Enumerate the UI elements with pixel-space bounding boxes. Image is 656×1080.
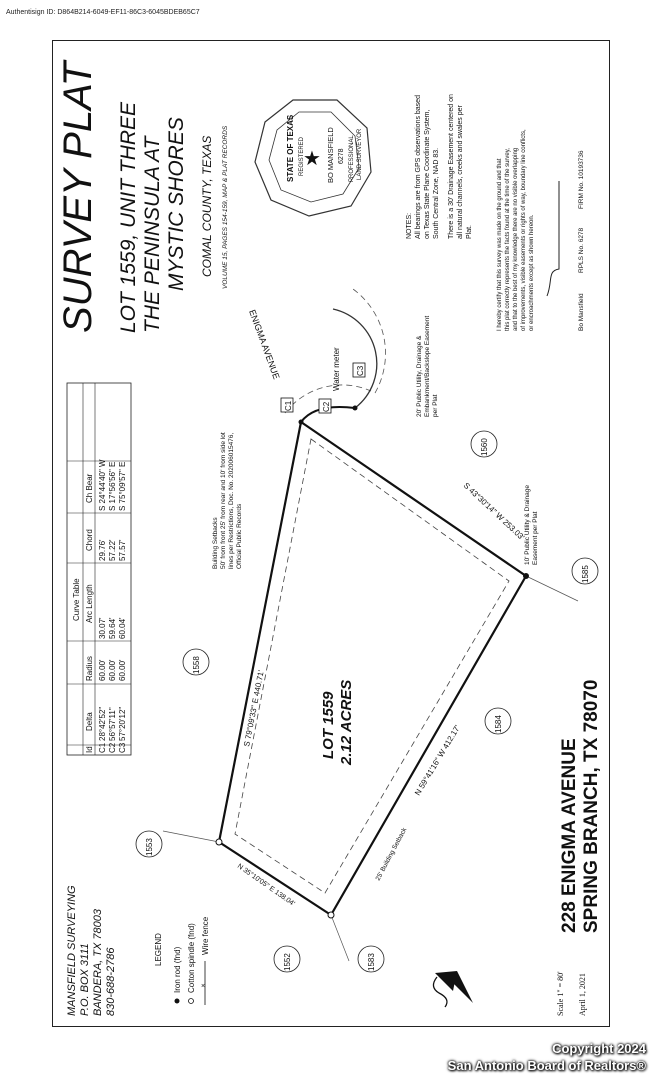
easement-side-note (524, 485, 539, 565)
adjacent-lot-1553 (136, 831, 162, 857)
svg-text:Embankment/Backslope Easement: Embankment/Backslope Easement (424, 315, 431, 417)
seal-number: 6278 (338, 148, 345, 164)
curve-table-header-arc: Arc Length (85, 584, 94, 623)
curve-table (67, 383, 131, 755)
legend-title: LEGEND (154, 933, 163, 966)
svg-text:28°42'52": 28°42'52" (98, 706, 107, 741)
svg-text:C3: C3 (118, 742, 127, 753)
address-line-2: SPRING BRANCH, TX 78070 (581, 679, 602, 933)
subdivision-title-2: MYSTIC SHORES (165, 117, 188, 291)
seal-star-icon: ★ (303, 148, 321, 170)
cert-rpls: RPLS No. 6278 (578, 227, 585, 273)
svg-text:C2: C2 (108, 742, 117, 753)
cert-line-5: or encroachments except as shown hereon. (529, 214, 535, 331)
building-setback-label: 25' Building Setback (374, 826, 409, 882)
svg-text:60.00': 60.00' (108, 659, 117, 681)
company-phone: 830-688-2786 (105, 947, 117, 1016)
svg-text:10' Public Utility & Drainage: 10' Public Utility & Drainage (524, 485, 531, 565)
bearing-north-line: S 79°09'33" E 440.71' (242, 669, 266, 748)
seal-profession: PROFESSIONAL (349, 135, 355, 182)
legend-item-iron-rod: Iron rod (fnd) (173, 946, 182, 993)
authentisign-id: Authentisign ID: D864B214-6049-EF11-86C3-6045BDEB65C7 (6, 9, 200, 16)
svg-text:per Plat: per Plat (432, 394, 439, 417)
company-block (66, 885, 117, 1016)
plat-title: SURVEY PLAT (56, 61, 100, 333)
cotton-spindle-icon (328, 912, 334, 918)
curve-table-header-bearing: Ch Bear (85, 473, 94, 503)
svg-text:50' from front 25' from rear a: 50' from front 25' from rear and 10' from side lot (220, 432, 227, 569)
svg-text:56°57'11": 56°57'11" (108, 707, 117, 741)
svg-text:57.22': 57.22' (108, 539, 117, 561)
svg-text:1585: 1585 (581, 565, 590, 583)
svg-text:59.64': 59.64' (108, 617, 117, 639)
adjacent-lot-1552 (274, 946, 300, 972)
legend-iron-rod-icon (175, 999, 180, 1004)
surveyor-seal (255, 100, 371, 216)
bearing-east-line: S 43°30'14" W 253.03' (461, 480, 527, 542)
note-1-line-2: on Texas State Plane Coordinate System, (424, 109, 431, 239)
table-row (98, 459, 107, 753)
svg-text:57°20'12": 57°20'12" (118, 706, 127, 741)
cert-line-2: this plat correctly represents the facts found at the time of the survey, (505, 148, 511, 331)
svg-text:20' Public Utility, Drainage &: 20' Public Utility, Drainage & (416, 335, 423, 417)
svg-text:Easement per Plat: Easement per Plat (532, 511, 539, 565)
notes-block (406, 94, 473, 239)
setbacks-note (212, 432, 243, 569)
curve-label-c3: C3 (356, 365, 365, 376)
seal-registered: REGISTERED (299, 136, 305, 176)
iron-rod-icon (523, 573, 529, 579)
curve-table-header-delta: Delta (85, 712, 94, 731)
copyright-line-2: San Antonio Board of Realtors® (447, 1058, 646, 1073)
company-name: MANSFIELD SURVEYING (66, 885, 78, 1016)
table-row (118, 462, 127, 753)
svg-text:1583: 1583 (367, 953, 376, 971)
water-meter-label: Water meter (332, 347, 341, 391)
adjacent-lot-1558 (183, 649, 209, 675)
curve-label-c1: C1 (284, 400, 293, 411)
county-title: COMAL COUNTY, TEXAS (200, 135, 214, 277)
legend-item-cotton-spindle: Cotton spindle (fnd) (187, 923, 196, 993)
plat-records: VOLUME 15, PAGES 154-159, MAP & PLAT RECORDS (222, 125, 229, 289)
curve-table-title: Curve Table (72, 578, 81, 621)
cert-line-4: of improvements, visible easements or rights of way, boundary line conflicts, (521, 129, 527, 331)
lot-acres: 2.12 ACRES (338, 679, 355, 765)
cert-line-3: and that to the best of my knowledge there are no visible overlapping (513, 147, 519, 331)
adjacent-lot-1583 (358, 946, 384, 972)
north-arrow-icon (433, 971, 473, 1007)
surveyor-signature (547, 181, 559, 296)
company-box: P.O. BOX 3111 (79, 943, 91, 1016)
curve-table-header-chord: Chord (85, 529, 94, 551)
seal-surveyor: LAND SURVEYOR (357, 128, 363, 180)
bearing-west-line: N 35°10'05" E 138.04' (235, 862, 296, 908)
svg-text:60.04': 60.04' (118, 617, 127, 639)
easement-top-note (416, 316, 439, 417)
note-1-line-1: All bearings are from GPS observations based (415, 95, 422, 239)
svg-text:57.57': 57.57' (118, 539, 127, 561)
cert-line-1: I hereby certify that this survey was made on the ground and that (497, 158, 503, 331)
adjacent-lot-1560 (471, 431, 497, 457)
note-2-line-3: Plat. (466, 224, 473, 239)
curve-table-header-id: Id (85, 746, 94, 753)
svg-text:1584: 1584 (494, 715, 503, 733)
svg-text:60.00': 60.00' (98, 659, 107, 681)
svg-text:1558: 1558 (192, 656, 201, 674)
seal-state: STATE OF TEXAS (286, 114, 295, 182)
svg-text:30.07': 30.07' (98, 617, 107, 639)
cert-firm: FIRM No. 10193736 (578, 150, 585, 209)
svg-text:S 24°44'40" W: S 24°44'40" W (98, 459, 107, 511)
survey-plat-drawing (53, 41, 609, 1026)
svg-text:1553: 1553 (145, 838, 154, 856)
svg-text:1552: 1552 (283, 953, 292, 971)
notes-heading: NOTES: (406, 212, 413, 239)
seal-name: BO MANSFIELD (326, 127, 335, 183)
cert-surveyor: Bo Mansfield (578, 293, 585, 331)
svg-text:29.76': 29.76' (98, 539, 107, 561)
svg-text:S 75°09'57" E: S 75°09'57" E (118, 461, 127, 511)
bearing-south-line: N 59°41'16" W 412.17' (412, 723, 463, 798)
svg-text:Building Setbacks: Building Setbacks (212, 517, 219, 569)
note-1-line-3: South Central Zone, NAD 83. (433, 147, 440, 239)
street-name-label: ENIGMA AVENUE (247, 308, 282, 381)
copyright-watermark (448, 1040, 646, 1074)
cotton-spindle-icon (216, 839, 222, 845)
legend-cotton-spindle-icon (189, 999, 194, 1004)
address-line-1: 228 ENIGMA AVENUE (559, 738, 580, 933)
curve-table-header-radius: Radius (85, 656, 94, 681)
note-2-line-1: There is a 30' Drainage Easement centered on (448, 94, 455, 239)
svg-text:S 17°56'56" E: S 17°56'56" E (108, 461, 117, 511)
svg-text:×: × (201, 983, 206, 990)
company-city: BANDERA, TX 78003 (92, 909, 104, 1016)
plat-date: April 1, 2021 (578, 973, 587, 1016)
subdivision-title: THE PENINSULA AT (141, 136, 164, 333)
copyright-line-1: Copyright 2024 (552, 1041, 646, 1056)
svg-text:60.00': 60.00' (118, 659, 127, 681)
plat-scale: Scale 1" = 80' (556, 971, 565, 1016)
lot-label: LOT 1559 (320, 691, 337, 759)
svg-text:1560: 1560 (480, 438, 489, 456)
survey-sheet (52, 40, 610, 1027)
table-row (108, 462, 117, 753)
note-2-line-2: all natural channels, creeks and swales per (457, 105, 464, 239)
svg-text:Official Public Records: Official Public Records (236, 503, 243, 569)
title-block (56, 59, 100, 333)
adjacent-lot-1584 (485, 708, 511, 734)
certification-block (497, 129, 535, 331)
svg-text:lines per Restrictions, Doc. N: lines per Restrictions, Doc. No. 202006015476, (228, 432, 235, 569)
legend-item-wire-fence: Wire fence (201, 916, 210, 955)
svg-text:C1: C1 (98, 742, 107, 753)
adjacent-lot-1585 (572, 558, 598, 584)
curve-label-c2: C2 (322, 401, 331, 412)
address-block (559, 680, 602, 933)
lot-unit-title: LOT 1559, UNIT THREE (117, 101, 140, 333)
